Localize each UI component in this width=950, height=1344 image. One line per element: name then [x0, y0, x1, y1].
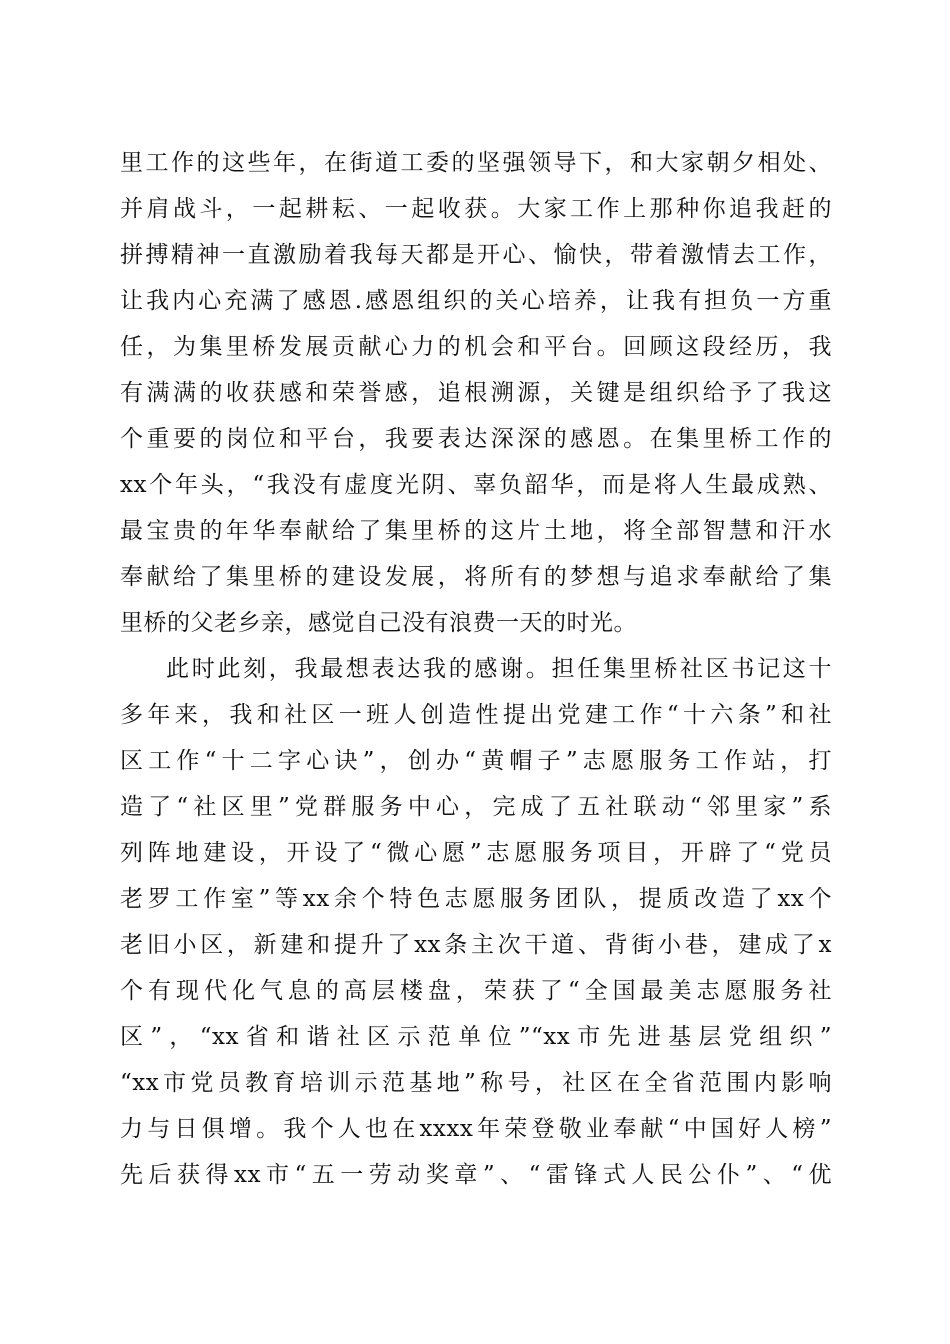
text-line: 拼搏精神一直激励着我每天都是开心、愉快，带着激情去工作， — [120, 242, 832, 268]
text-line: 区工作“十二字心诀”，创办“黄帽子”志愿服务工作站，打 — [120, 748, 832, 774]
text-line: 列阵地建设，开设了“微心愿”志愿服务项目，开辟了“党员 — [120, 840, 832, 866]
text-line: 先后获得xx市“五一劳动奖章”、“雷锋式人民公仆”、“优 — [120, 1162, 832, 1188]
text-line: 里工作的这些年，在街道工委的坚强领导下，和大家朝夕相处、 — [120, 150, 832, 176]
text-line: “xx市党员教育培训示范基地”称号，社区在全省范围内影响 — [120, 1070, 832, 1096]
text-line: 力与日俱增。我个人也在xxxx年荣登敬业奉献“中国好人榜” — [120, 1116, 832, 1142]
text-line: 有满满的收获感和荣誉感，追根溯源，关键是组织给予了我这 — [120, 380, 832, 406]
text-line: 区”，“xx省和谐社区示范单位”“xx市先进基层党组织” — [120, 1024, 832, 1050]
text-line: 个有现代化气息的高层楼盘，荣获了“全国最美志愿服务社 — [120, 978, 832, 1004]
text-line: 老旧小区，新建和提升了xx条主次干道、背街小巷，建成了x — [120, 932, 832, 958]
text-line: 里桥的父老乡亲，感觉自己没有浪费一天的时光。 — [120, 610, 637, 636]
text-line: xx个年头，“我没有虚度光阴、辜负韶华，而是将人生最成熟、 — [120, 472, 832, 498]
text-line: 让我内心充满了感恩.感恩组织的关心培养，让我有担负一方重 — [120, 288, 832, 314]
text-line: 并肩战斗，一起耕耘、一起收获。大家工作上那种你追我赶的 — [120, 196, 832, 222]
text-line: 个重要的岗位和平台，我要表达深深的感恩。在集里桥工作的 — [120, 426, 832, 452]
paragraph-start-line: 此时此刻，我最想表达我的感谢。担任集里桥社区书记这十 — [166, 656, 832, 682]
text-line: 任，为集里桥发展贡献心力的机会和平台。回顾这段经历，我 — [120, 334, 832, 360]
body-text — [120, 140, 832, 1198]
text-line: 老罗工作室”等xx余个特色志愿服务团队，提质改造了xx个 — [120, 886, 832, 912]
text-line: 多年来，我和社区一班人创造性提出党建工作“十六条”和社 — [120, 702, 832, 728]
text-line: 造了“社区里”党群服务中心，完成了五社联动“邻里家”系 — [120, 794, 832, 820]
text-line: 奉献给了集里桥的建设发展，将所有的梦想与追求奉献给了集 — [120, 564, 832, 590]
text-line: 最宝贵的年华奉献给了集里桥的这片土地，将全部智慧和汗水 — [120, 518, 832, 544]
